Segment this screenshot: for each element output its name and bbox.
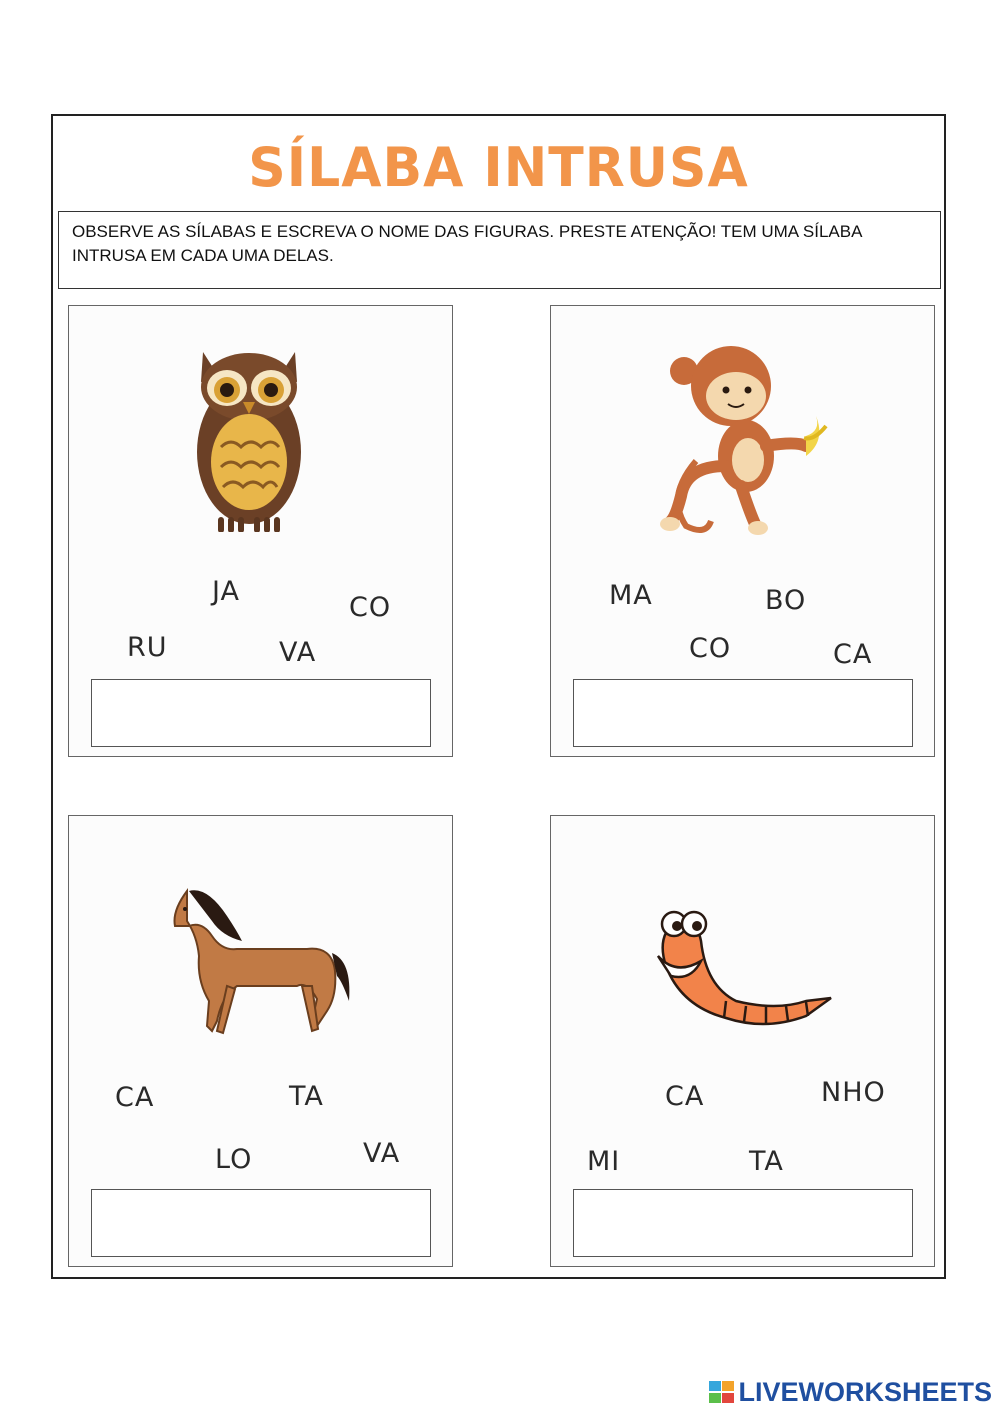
- syllable: NHO: [821, 1077, 886, 1108]
- monkey-icon: [656, 346, 836, 536]
- worksheet: [51, 114, 946, 1279]
- syllable: LO: [215, 1144, 253, 1175]
- syllable: RU: [127, 632, 168, 663]
- answer-input[interactable]: [573, 679, 913, 747]
- syllable: TA: [289, 1081, 324, 1112]
- horse-icon: [167, 881, 357, 1041]
- syllable: CO: [349, 592, 392, 623]
- syllable: CA: [833, 639, 873, 670]
- syllable: BO: [765, 585, 807, 616]
- worm-icon: [646, 906, 841, 1031]
- syllable: MA: [609, 580, 653, 611]
- syllable: CA: [115, 1082, 155, 1113]
- brand-name: LIVEWORKSHEETS: [738, 1376, 992, 1407]
- liveworksheets-logo-icon: [709, 1379, 735, 1405]
- card-worm: [550, 815, 935, 1267]
- syllable: CA: [665, 1081, 705, 1112]
- liveworksheets-logo[interactable]: [709, 1376, 992, 1408]
- answer-input[interactable]: [91, 679, 431, 747]
- syllable: CO: [689, 633, 732, 664]
- syllable: MI: [587, 1146, 621, 1177]
- card-owl: [68, 305, 453, 757]
- card-horse: [68, 815, 453, 1267]
- owl-icon: [191, 342, 307, 532]
- answer-input[interactable]: [91, 1189, 431, 1257]
- syllable: JA: [212, 576, 240, 607]
- answer-input[interactable]: [573, 1189, 913, 1257]
- page-title: SÍLABA INTRUSA: [248, 136, 749, 200]
- syllable: VA: [363, 1138, 401, 1169]
- instructions-box: OBSERVE AS SÍLABAS E ESCREVA O NOME DAS FIGURAS. PRESTE ATENÇÃO! TEM UMA SÍLABA INTRUSA EM CADA UMA DELAS.: [58, 211, 941, 289]
- syllable: TA: [749, 1146, 784, 1177]
- card-monkey: [550, 305, 935, 757]
- syllable: VA: [279, 637, 317, 668]
